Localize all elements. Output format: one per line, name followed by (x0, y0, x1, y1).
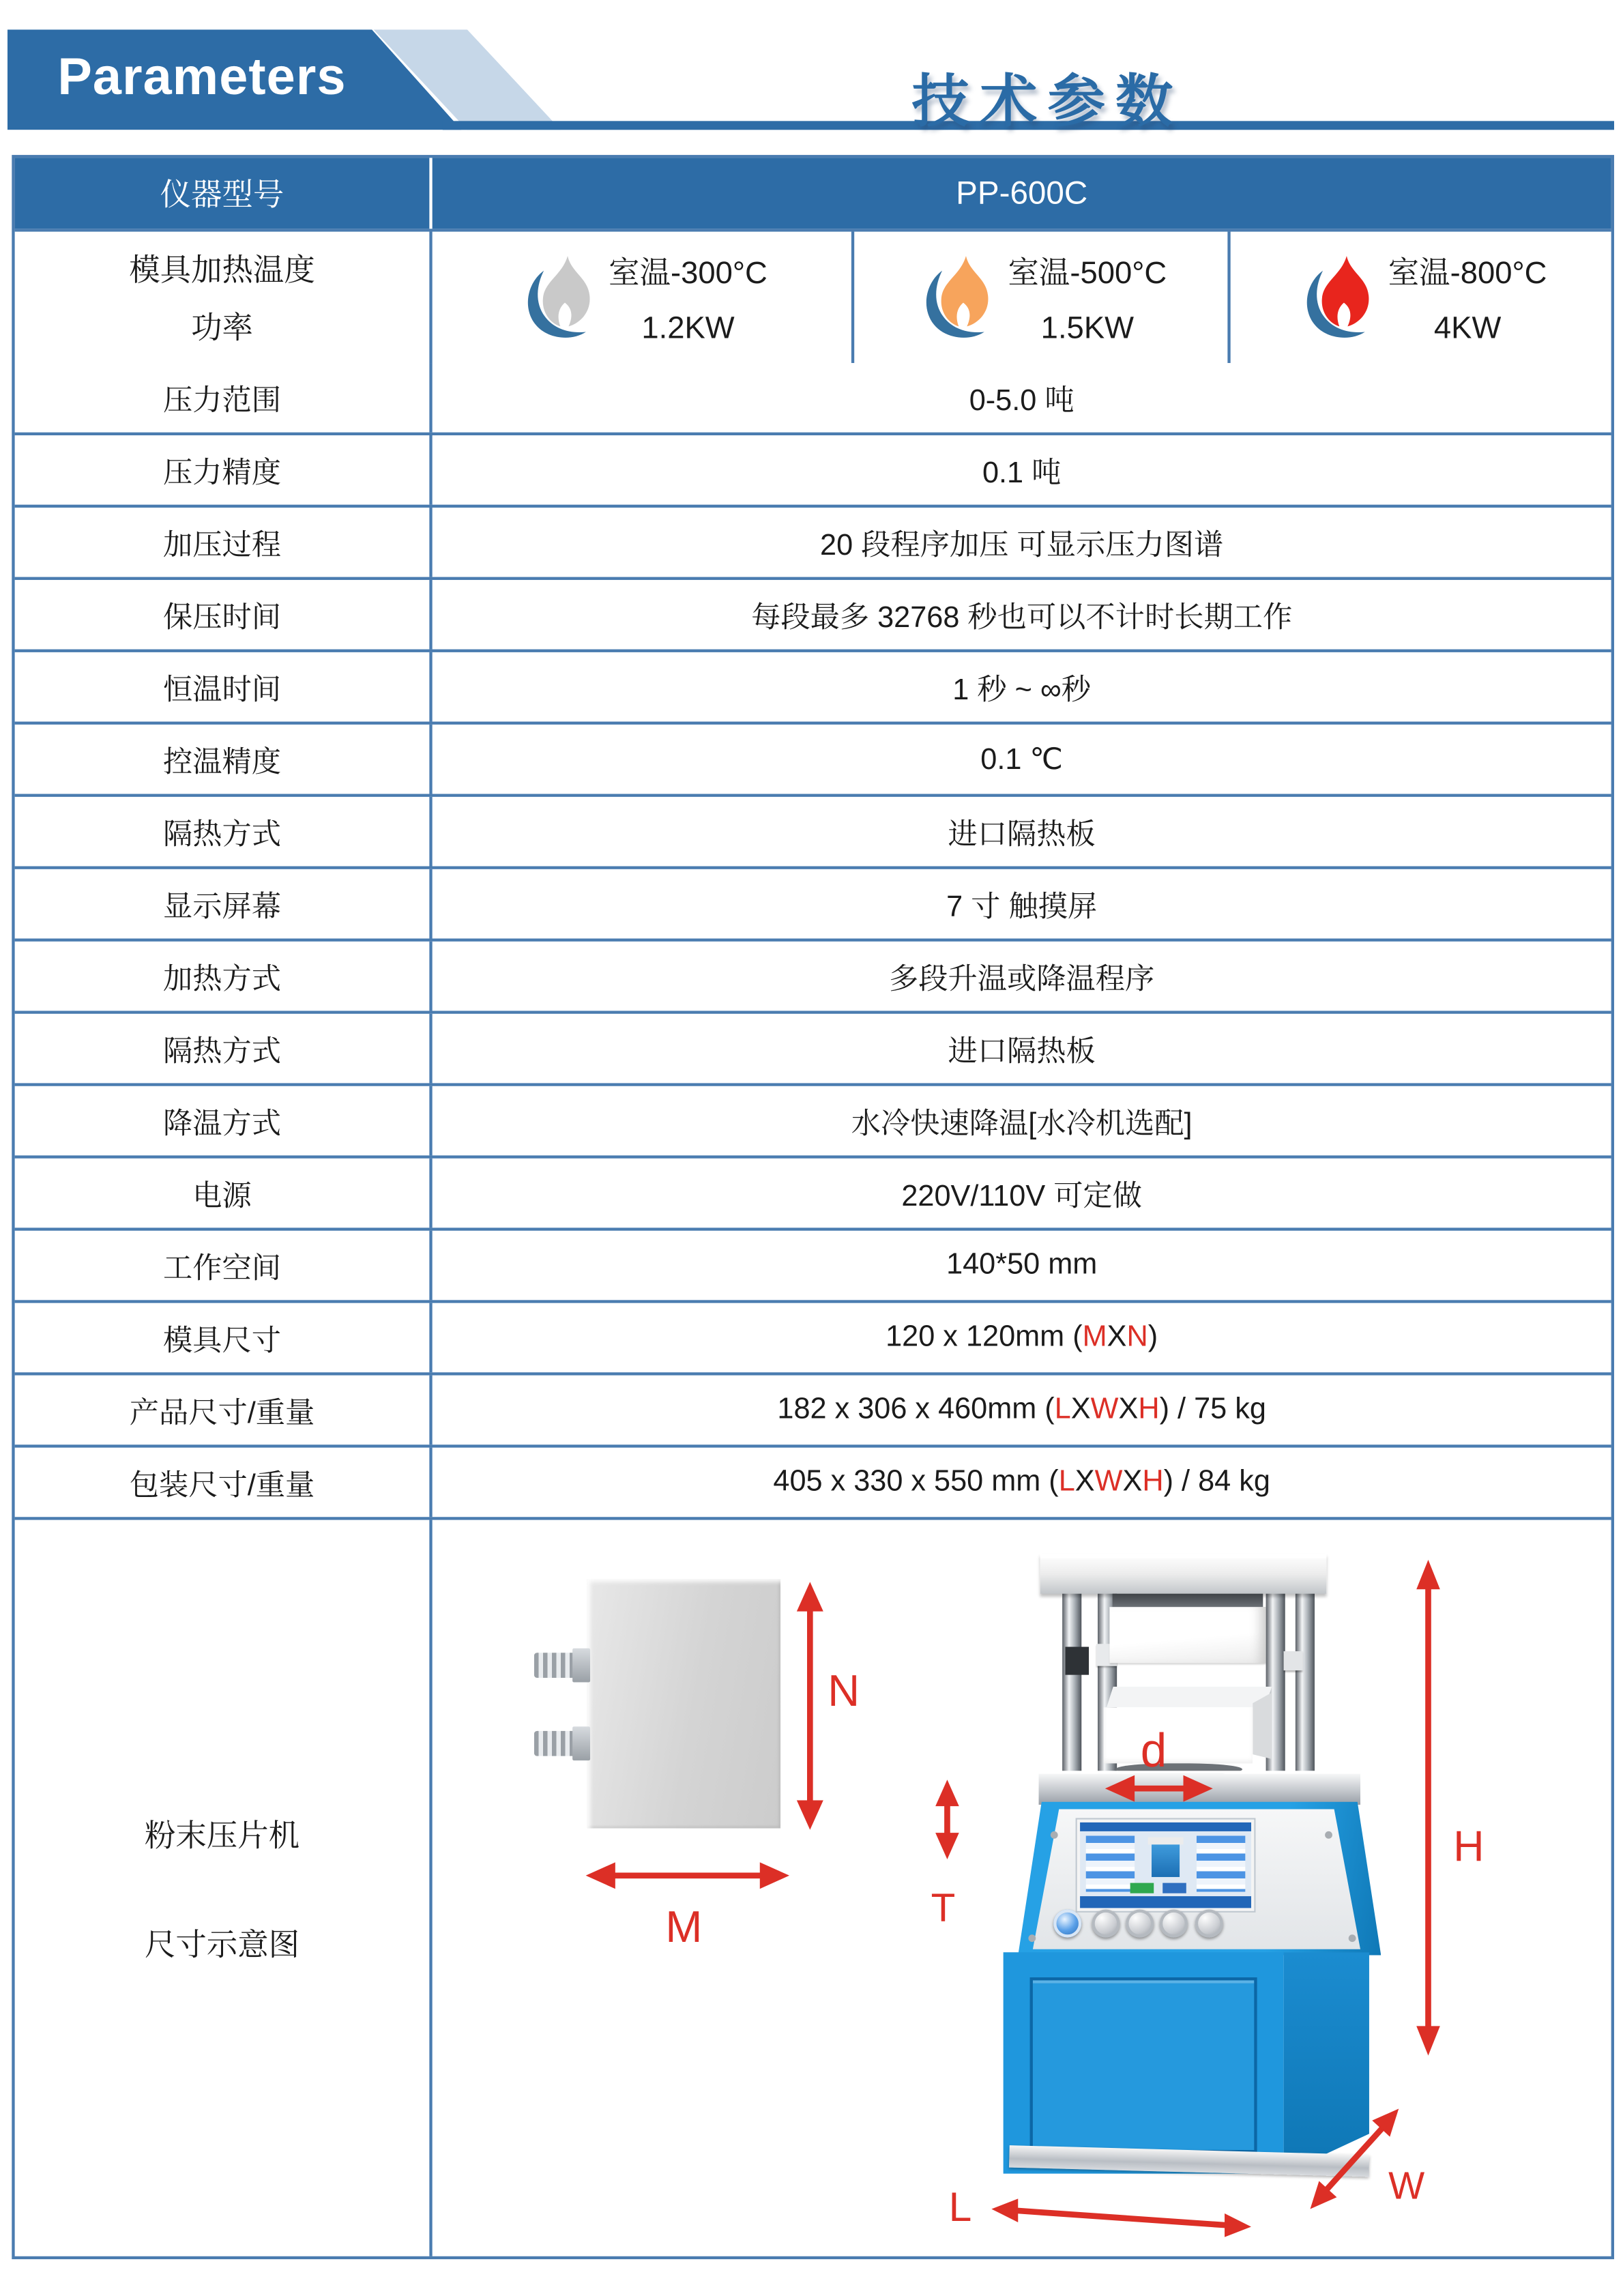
dim-label-m: M (665, 1903, 703, 1953)
control-knob-icon (1195, 1910, 1223, 1938)
lower-platen (1104, 1707, 1253, 1763)
row-label: 工作空间 (15, 1231, 433, 1300)
table-row (15, 577, 1611, 650)
row-value: 0.1 ℃ (980, 744, 1064, 776)
table-row (15, 1083, 1611, 1155)
row-value: 进口隔热板 (948, 1036, 1096, 1069)
hose-fitting-icon (534, 1731, 576, 1756)
upper-platen (1109, 1607, 1266, 1663)
table-row (15, 722, 1611, 794)
table-row-diagram (15, 1517, 1611, 2256)
table-row (15, 433, 1611, 505)
row-label: 降温方式 (15, 1086, 433, 1156)
panel-screw-icon (1051, 1831, 1058, 1839)
banner-label: Parameters (57, 48, 347, 106)
heating-temp: 室温-300°C (609, 256, 767, 290)
flame-icon (915, 252, 1006, 343)
row-value: 120 x 120mm ( M X N ) (886, 1320, 1158, 1354)
row-value: 每段最多 32768 秒也可以不计时长期工作 (751, 602, 1293, 635)
row-value: 进口隔热板 (948, 819, 1096, 852)
fitting-nut-icon (572, 1726, 590, 1760)
row-label: 仪器型号 (15, 158, 433, 229)
screen-mini-machine (1152, 1844, 1180, 1877)
lower-platen-side (1253, 1693, 1272, 1759)
heating-option (851, 232, 1228, 363)
dim-label-d: d (1140, 1724, 1167, 1777)
row-value: 0-5.0 吨 (969, 385, 1074, 418)
parameters-banner (8, 29, 568, 130)
table-row (15, 1227, 1611, 1300)
heating-temp: 室温-800°C (1388, 256, 1547, 290)
cabinet-door (1030, 1977, 1257, 2153)
screen-bottom-bar (1080, 1896, 1251, 1908)
heating-option-text (609, 248, 767, 346)
model-value: PP-600C (956, 174, 1088, 212)
flame-icon (516, 252, 607, 343)
lower-platen-top (1107, 1687, 1272, 1707)
table-row (15, 938, 1611, 1011)
row-value: 220V/110V 可定做 (901, 1180, 1142, 1213)
screen-green-button (1130, 1883, 1154, 1893)
row-label: 隔热方式 (15, 797, 433, 867)
table-row (15, 1372, 1611, 1444)
press-top-plate (1040, 1554, 1327, 1593)
panel-screw-icon (1325, 1831, 1332, 1839)
table-row-model (15, 158, 1611, 229)
panel-screw-icon (1349, 1934, 1356, 1942)
heating-power: 1.5KW (1040, 310, 1135, 345)
row-label: 控温精度 (15, 725, 433, 794)
mold-plate-image (587, 1579, 780, 1828)
table-row (15, 1444, 1611, 1517)
table-row (15, 505, 1611, 577)
dimension-diagram (433, 1520, 1611, 2256)
row-value: 405 x 330 x 550 mm ( L X W X H ) / 84 kg (773, 1465, 1270, 1498)
row-value: 7 寸 触摸屏 (946, 891, 1098, 924)
row-label: 压力范围 (15, 363, 433, 433)
screen-title-bar (1080, 1822, 1251, 1831)
machine-cabinet-side (1284, 1952, 1369, 2173)
row-label: 加热方式 (15, 942, 433, 1011)
screen-blue-button (1163, 1883, 1186, 1893)
press-base-platform (1039, 1771, 1360, 1805)
diagram-caption-line1: 粉末压片机 (144, 1818, 300, 1853)
control-knob-icon (1126, 1910, 1154, 1938)
table-row-heating (15, 229, 1611, 363)
hose-fitting-icon (534, 1653, 576, 1678)
press-column (1296, 1593, 1315, 1774)
row-value: 0.1 吨 (982, 457, 1062, 491)
row-label: 产品尺寸/重量 (15, 1376, 433, 1445)
table-row (15, 650, 1611, 722)
row-value: 水冷快速降温[水冷机选配] (851, 1108, 1193, 1141)
touch-screen (1077, 1820, 1255, 1911)
row-label: 显示屏幕 (15, 869, 433, 939)
heating-option (1228, 232, 1611, 363)
dim-label-w: W (1388, 2163, 1425, 2208)
row-label: 保压时间 (15, 580, 433, 650)
heating-option (433, 232, 851, 363)
table-row (15, 867, 1611, 939)
row-label: 恒温时间 (15, 652, 433, 722)
dim-label-l: L (948, 2183, 972, 2230)
table-row (15, 794, 1611, 867)
heating-label-line2: 功率 (191, 311, 253, 346)
table-row (15, 1300, 1611, 1372)
row-value: 182 x 306 x 460mm ( L X W X H ) / 75 kg (777, 1393, 1266, 1426)
heating-options (433, 232, 1611, 363)
press-column (1062, 1593, 1081, 1774)
row-label: 压力精度 (15, 435, 433, 505)
heating-temp: 室温-500°C (1008, 256, 1167, 290)
row-value: 多段升温或降温程序 (889, 963, 1155, 996)
fitting-nut-icon (572, 1648, 590, 1683)
row-value: 20 段程序加压 可显示压力图谱 (820, 529, 1224, 562)
row-label: 包装尺寸/重量 (15, 1448, 433, 1517)
page-title: 技术参数 (911, 70, 1184, 134)
dim-label-t: T (931, 1885, 956, 1930)
row-label: 电源 (15, 1159, 433, 1228)
row-value: 140*50 mm (946, 1248, 1098, 1281)
row-label: 加压过程 (15, 508, 433, 577)
heating-option-text (1388, 248, 1547, 346)
heating-power: 4KW (1433, 310, 1502, 345)
dim-label-h: H (1453, 1824, 1485, 1872)
row-label: 隔热方式 (15, 1014, 433, 1084)
power-button-icon (1053, 1910, 1081, 1938)
control-knob-icon (1160, 1910, 1188, 1938)
table-row (15, 1155, 1611, 1227)
heating-label-line1: 模具加热温度 (129, 253, 315, 288)
row-label (15, 232, 433, 363)
diagram-caption-line2: 尺寸示意图 (144, 1928, 300, 1962)
dim-label-n: N (828, 1667, 860, 1717)
column-clamp (1065, 1647, 1089, 1675)
control-knob-icon (1092, 1910, 1120, 1938)
heating-option-text (1008, 248, 1167, 346)
heating-power: 1.2KW (641, 310, 735, 345)
upper-platen-shadow (1113, 1594, 1263, 1609)
panel-screw-icon (1028, 1934, 1036, 1942)
row-label: 模具尺寸 (15, 1303, 433, 1373)
screen-right-fields (1197, 1835, 1245, 1891)
flame-icon (1296, 252, 1387, 343)
screen-mini-machine-top (1148, 1837, 1184, 1845)
table-row (15, 1011, 1611, 1083)
row-value: 1 秒 ~ ∞秒 (952, 674, 1092, 707)
table-row (15, 363, 1611, 433)
column-clamp (1284, 1651, 1303, 1670)
spec-table (12, 155, 1614, 2259)
diagram-caption (15, 1520, 433, 2256)
screen-left-fields (1086, 1835, 1135, 1891)
